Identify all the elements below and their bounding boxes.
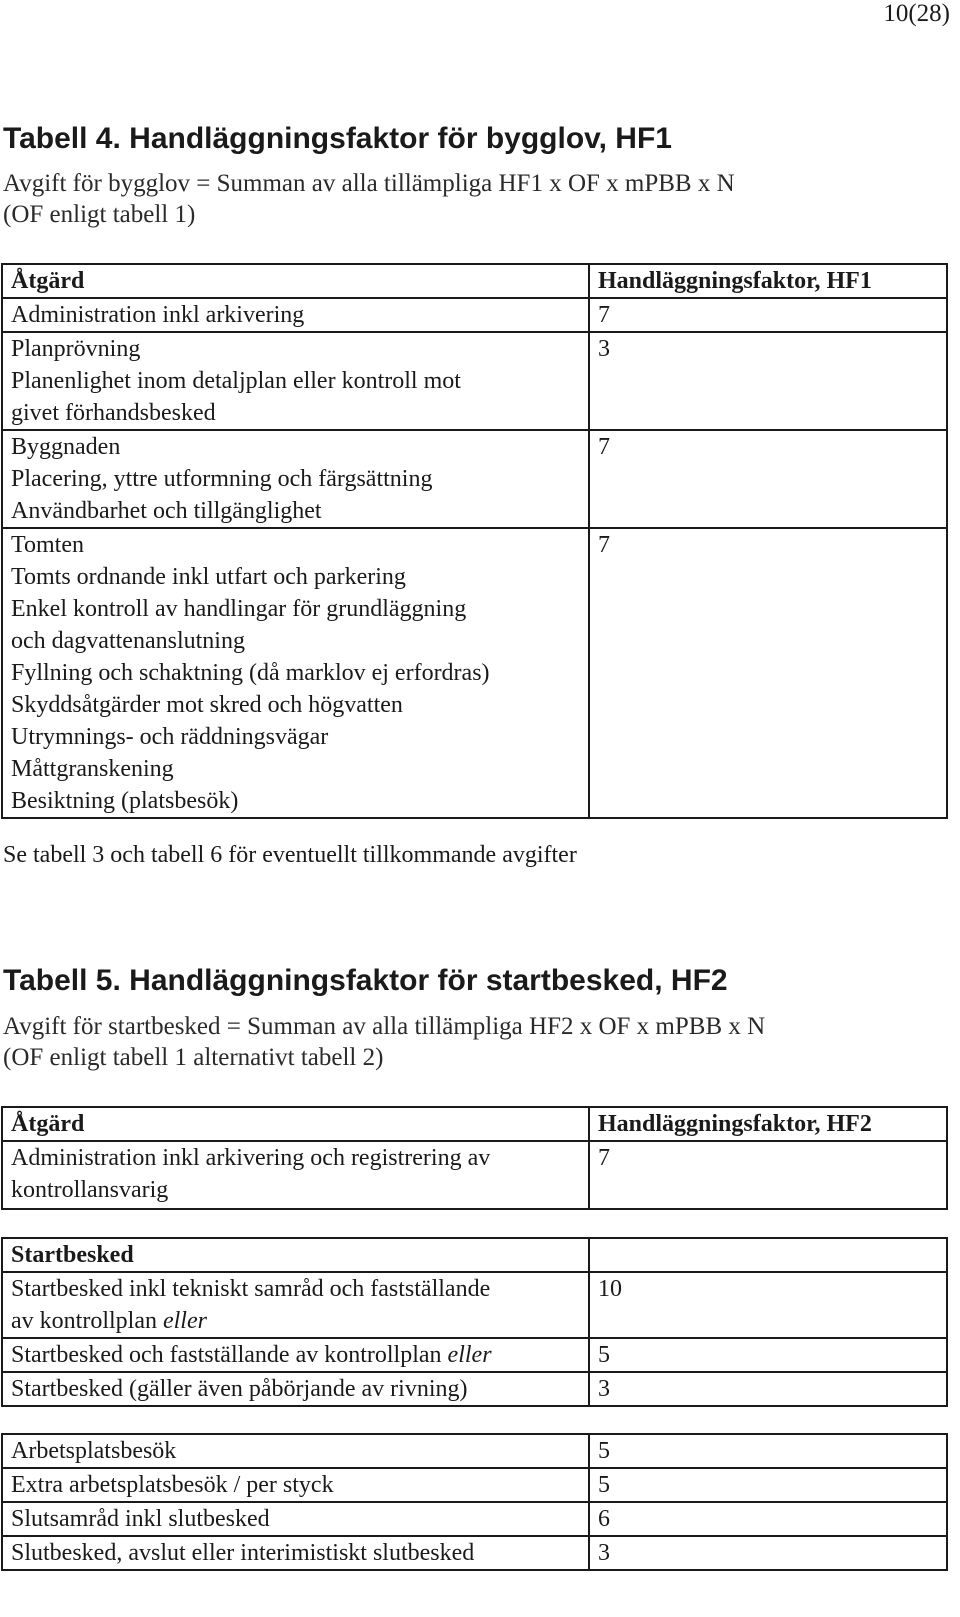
row-action: Slutsamråd inkl slutbesked <box>2 1502 589 1536</box>
table5-header-factor: Handläggningsfaktor, HF2 <box>589 1107 947 1141</box>
table-row <box>2 1468 947 1502</box>
table4-footnote: Se tabell 3 och tabell 6 för eventuellt tillkommande avgifter <box>3 842 577 868</box>
row-action <box>2 430 589 528</box>
table-row <box>2 332 947 430</box>
row-action-line: Planprövning <box>11 336 141 362</box>
row-factor: 7 <box>589 430 947 528</box>
row-factor: 10 <box>589 1272 947 1338</box>
table5-header-row <box>2 1107 947 1141</box>
row-action <box>2 1272 589 1338</box>
row-action-text: Startbesked och fastställande av kontrollplan <box>11 1342 448 1368</box>
row-action <box>2 528 589 818</box>
row-factor: 5 <box>589 1338 947 1372</box>
row-factor: 7 <box>589 1141 947 1209</box>
table-row <box>2 1338 947 1372</box>
row-action-line: Administration inkl arkivering och registrering av <box>11 1145 491 1171</box>
page-number: 10(28) <box>883 0 950 27</box>
row-action-line: givet förhandsbesked <box>11 400 216 426</box>
row-factor: 5 <box>589 1434 947 1468</box>
table-row <box>2 1372 947 1406</box>
table-row <box>2 1434 947 1468</box>
startbesked-header-empty <box>589 1238 947 1272</box>
row-action <box>2 332 589 430</box>
row-action: Slutbesked, avslut eller interimistiskt slutbesked <box>2 1536 589 1570</box>
row-action-line: Tomts ordnande inkl utfart och parkering <box>11 564 406 590</box>
row-action-line: Besiktning (platsbesök) <box>11 788 239 814</box>
row-action-line: Enkel kontroll av handlingar för grundläggning <box>11 596 467 622</box>
table5-startbesked-block <box>1 1237 948 1407</box>
row-factor: 7 <box>589 298 947 332</box>
row-action-line: Startbesked inkl tekniskt samråd och fastställande <box>11 1276 491 1302</box>
row-action-emphasis: eller <box>162 1308 207 1334</box>
row-factor: 6 <box>589 1502 947 1536</box>
table4-header-factor: Handläggningsfaktor, HF1 <box>589 264 947 298</box>
table-row <box>2 1502 947 1536</box>
table-row <box>2 528 947 818</box>
row-action <box>2 298 589 332</box>
startbesked-header: Startbesked <box>2 1238 589 1272</box>
row-action-line: Utrymnings- och räddningsvägar <box>11 724 329 750</box>
row-action <box>2 1372 589 1406</box>
row-factor: 3 <box>589 1372 947 1406</box>
row-action-line: och dagvattenanslutning <box>11 628 245 654</box>
row-factor: 3 <box>589 1536 947 1570</box>
table4-header-action: Åtgärd <box>2 264 589 298</box>
row-action-line <box>11 1339 580 1371</box>
row-action-line: Administration inkl arkivering <box>11 302 305 328</box>
row-factor: 7 <box>589 528 947 818</box>
row-action-line: Användbarhet och tillgänglighet <box>11 498 322 524</box>
table-row <box>2 430 947 528</box>
row-factor: 3 <box>589 332 947 430</box>
table5-formula: Avgift för startbesked = Summan av alla tillämpliga HF2 x OF x mPBB x N <box>3 1013 766 1040</box>
table-row <box>2 1536 947 1570</box>
row-action-line: Placering, yttre utformning och färgsättning <box>11 466 433 492</box>
table4-formula-note: (OF enligt tabell 1) <box>3 201 196 228</box>
row-action-line <box>11 1305 580 1337</box>
row-action-line: Skyddsåtgärder mot skred och högvatten <box>11 692 403 718</box>
row-action-emphasis: eller <box>447 1342 492 1368</box>
row-action: Extra arbetsplatsbesök / per styck <box>2 1468 589 1502</box>
table-row <box>2 1272 947 1338</box>
table5-header-action: Åtgärd <box>2 1107 589 1141</box>
row-action <box>2 1141 589 1209</box>
row-action-line: Fyllning och schaktning (då marklov ej erfordras) <box>11 660 490 686</box>
table4 <box>1 263 948 819</box>
table-row <box>2 298 947 332</box>
startbesked-header-row <box>2 1238 947 1272</box>
table5-header-block <box>1 1106 948 1210</box>
table5-title: Tabell 5. Handläggningsfaktor för startbesked, HF2 <box>3 964 728 997</box>
row-action-line: Tomten <box>11 532 84 558</box>
row-action <box>2 1338 589 1372</box>
table4-title: Tabell 4. Handläggningsfaktor för bygglov, HF1 <box>3 122 672 155</box>
row-action-text: av kontrollplan <box>11 1308 163 1334</box>
row-action-line: kontrollansvarig <box>11 1177 169 1203</box>
row-action: Arbetsplatsbesök <box>2 1434 589 1468</box>
row-action-line: Måttgranskening <box>11 756 174 782</box>
table4-header-row <box>2 264 947 298</box>
table4-formula: Avgift för bygglov = Summan av alla tillämpliga HF1 x OF x mPBB x N <box>3 170 735 197</box>
table5-visit-block <box>1 1433 948 1571</box>
row-action-line: Startbesked (gäller även påbörjande av rivning) <box>11 1376 468 1402</box>
table-row <box>2 1141 947 1209</box>
row-action-line: Planenlighet inom detaljplan eller kontroll mot <box>11 368 461 394</box>
table5-formula-note: (OF enligt tabell 1 alternativt tabell 2) <box>3 1044 384 1071</box>
row-action-line: Byggnaden <box>11 434 121 460</box>
row-factor: 5 <box>589 1468 947 1502</box>
